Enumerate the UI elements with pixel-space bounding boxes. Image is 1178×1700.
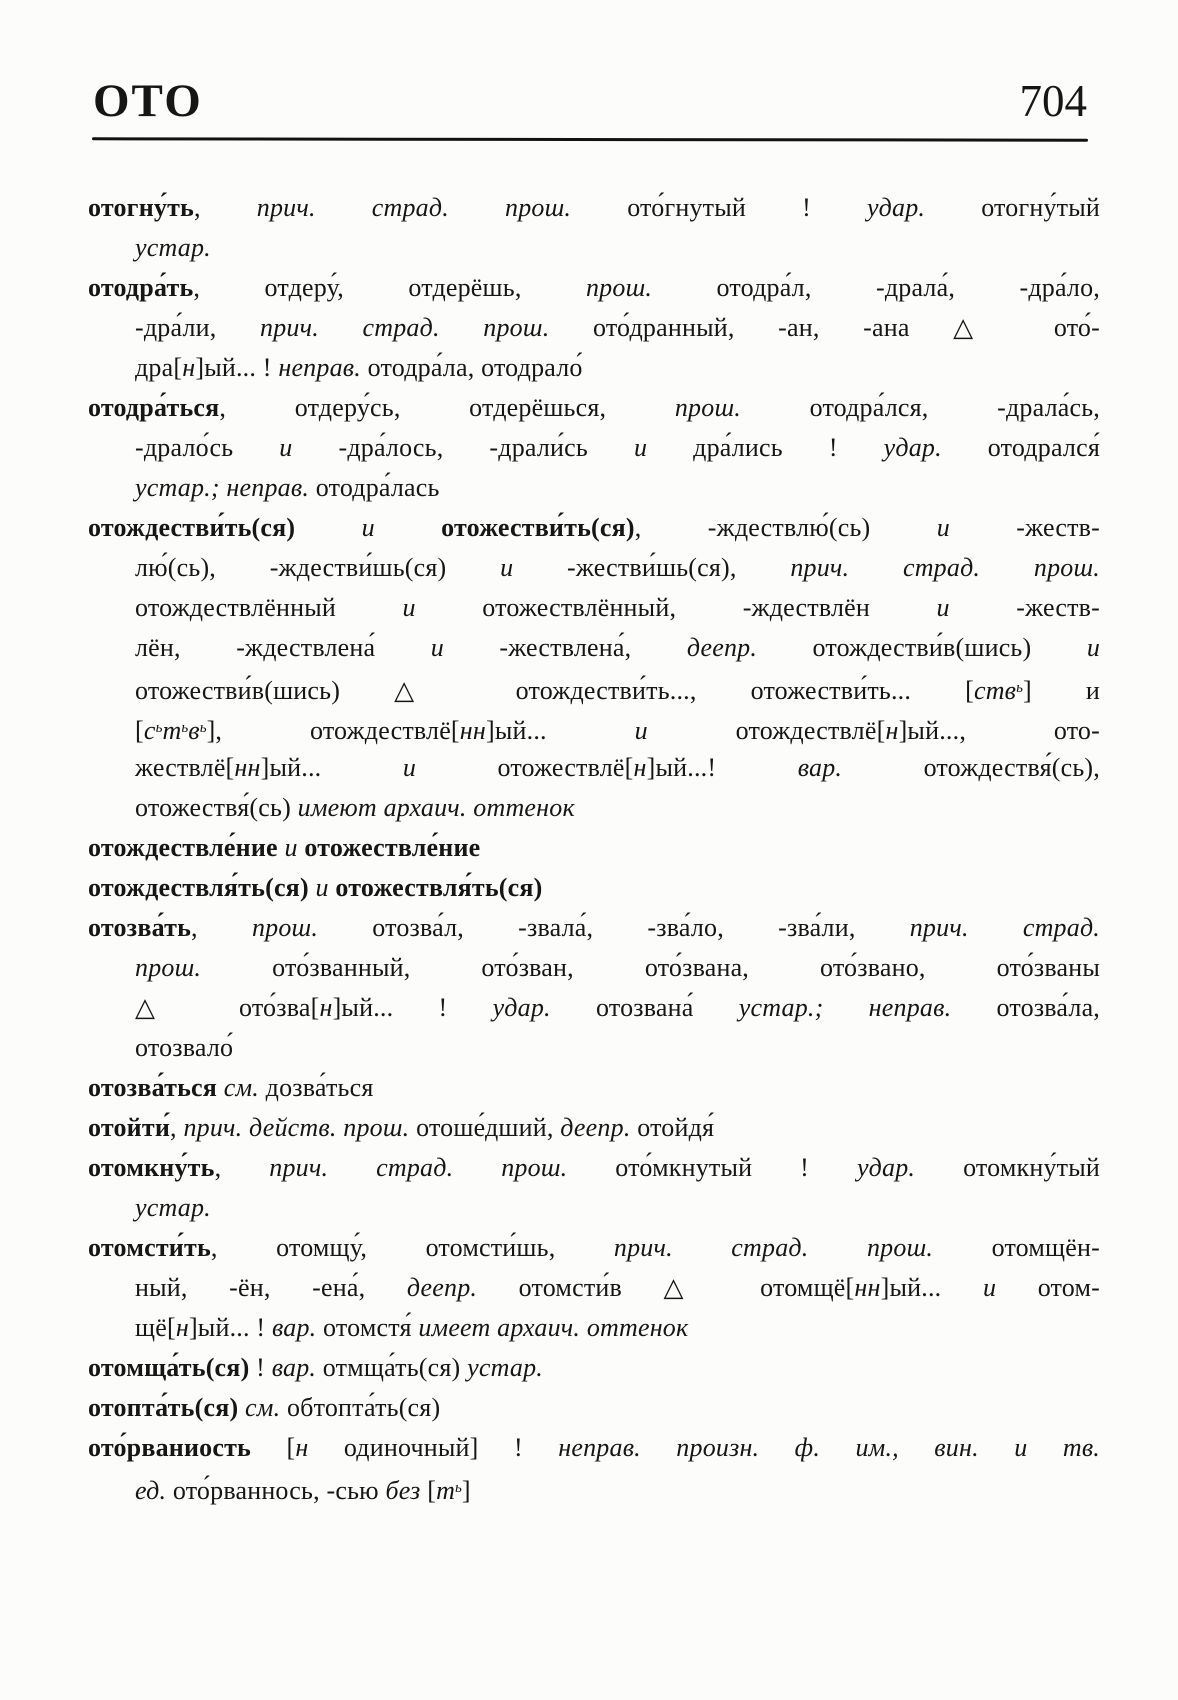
text-run: отождестви́ть(ся) (88, 513, 296, 542)
text-run: прич. страд. прош. (256, 193, 572, 222)
dictionary-line (88, 1068, 1100, 1108)
text-run: ото́дранный, -ан, -ана △ ото́- (549, 313, 1100, 342)
text-run: отожествлённый, -ждествлён (415, 593, 937, 622)
text-run: ед. (135, 1476, 167, 1505)
text-run: ]ый... ! (188, 1313, 272, 1342)
text-run: деепр. (406, 1273, 478, 1302)
text-run: деепр. (686, 633, 758, 662)
page-header (93, 74, 1087, 128)
text-run: ]ый...! (646, 753, 798, 782)
text-run: устар.; неправ. (738, 993, 952, 1022)
text-run: неправ. (278, 353, 361, 382)
text-run: ] и (1022, 676, 1100, 705)
text-run: и (308, 873, 336, 902)
text-run: отозва́л, -звала́, -зва́ло, -зва́ли, (318, 913, 910, 942)
text-run: вар. (271, 1313, 317, 1342)
text-run: дра́лись ! (647, 433, 884, 462)
dictionary-line (88, 1468, 1100, 1508)
text-run: удар. (492, 993, 551, 1022)
dictionary-line (88, 908, 1100, 948)
text-run: △ ото́зва[ (135, 993, 320, 1022)
text-run: отодра́ться (88, 393, 220, 422)
dictionary-line (88, 508, 1100, 548)
text-run: [ (135, 716, 144, 745)
text-run: -жеств- (949, 513, 1101, 542)
text-run: и (430, 633, 444, 662)
text-run: ]ый... (486, 716, 635, 745)
text-run: прош. (135, 953, 202, 982)
text-run: и (633, 433, 648, 462)
text-run: в (188, 716, 200, 745)
text-run: прич. действ. прош. (183, 1113, 410, 1142)
text-run: деепр. (560, 1113, 631, 1142)
text-run: н (175, 1313, 189, 1342)
text-run: ]ый... (880, 1273, 983, 1302)
text-run: прич. страд. прош. (269, 1153, 568, 1182)
text-run: отомщён- (933, 1233, 1100, 1262)
text-run: прич. страд. прош. (790, 553, 1100, 582)
text-run: ото́званный, ото́зван, ото́звана, ото́звано, ото́званы (201, 953, 1100, 982)
dictionary-line (88, 788, 1100, 828)
dictionary-line (88, 548, 1100, 588)
text-run: отождествлё[ (647, 716, 886, 745)
dictionary-line (88, 1308, 1100, 1348)
dictionary-line (88, 1388, 1100, 1428)
dictionary-line (88, 1188, 1100, 1228)
text-run: , (170, 1113, 184, 1142)
text-run: удар. (867, 193, 926, 222)
text-run: [ (420, 1476, 437, 1505)
text-run: отодра́л, -драла́, -дра́ло, (652, 273, 1100, 302)
text-run: ств (973, 676, 1017, 705)
text-run (217, 1073, 224, 1102)
text-run: вар. (271, 1353, 317, 1382)
text-run: ]ый... (260, 753, 403, 782)
text-run: дра[ (135, 353, 183, 382)
text-run: отожествлё[ (416, 753, 634, 782)
dictionary-line (88, 948, 1100, 988)
text-run: с (143, 716, 156, 745)
text-run: и (277, 833, 305, 862)
text-run: ото́рваниость (88, 1433, 252, 1462)
dictionary-line (88, 268, 1100, 308)
dictionary-line (88, 188, 1100, 228)
dictionary-line (88, 1108, 1100, 1148)
text-run: ]ый..., ото- (898, 716, 1100, 745)
text-run: отогну́ть (88, 193, 194, 222)
text-run: отожествле́ние (304, 833, 481, 862)
text-run: удар. (857, 1153, 916, 1182)
text-run: и (500, 553, 514, 582)
text-run: отожествя́(сь) (135, 793, 298, 822)
text-run: и (279, 433, 293, 462)
text-run: удар. (883, 433, 942, 462)
dictionary-line (88, 228, 1100, 268)
text-run: прош. (674, 393, 741, 422)
text-run: отозвало́ (135, 1033, 234, 1062)
text-run: отоше́дший, (409, 1113, 561, 1142)
text-run: -дра́лось, -драли́сь (292, 433, 634, 462)
text-run: устар. (467, 1353, 543, 1382)
text-run: отойдя́ (630, 1113, 715, 1142)
text-run: отождествя́(сь), (842, 753, 1100, 782)
dictionary-line (88, 588, 1100, 628)
header-rule (92, 137, 1088, 141)
text-run: , (191, 913, 252, 942)
text-run: н (885, 716, 899, 745)
text-run: отозвана́ (550, 993, 739, 1022)
dictionary-line (88, 468, 1100, 508)
text-run: ото́рваннось, -сью (166, 1476, 386, 1505)
text-run: , отдеру́сь, отдерёшься, (219, 393, 675, 422)
text-run: одиночный] ! (308, 1433, 559, 1462)
dictionary-line (88, 308, 1100, 348)
text-run: ], отождествлё[ (206, 716, 460, 745)
text-run: , отдеру́, отдерёшь, (193, 273, 586, 302)
text-run: , -ждествлю́(сь) (634, 513, 937, 542)
text-run: отозва́ть (88, 913, 192, 942)
text-run: обтопта́ть(ся) (280, 1393, 441, 1422)
text-run: -жестви́шь(ся), (513, 553, 791, 582)
dictionary-line (88, 1148, 1100, 1188)
text-run: и (936, 513, 950, 542)
text-run: дозва́ться (258, 1073, 374, 1102)
text-run: и (936, 593, 950, 622)
text-run: щё[ (135, 1313, 176, 1342)
text-run: отожествля́ть(ся) (335, 873, 543, 902)
text-run: отомсти́в △ отомщё[ (477, 1273, 855, 1302)
text-run: прич. страд. (909, 913, 1100, 942)
text-run: н (182, 353, 196, 382)
text-run: отомсти́ть (88, 1233, 211, 1262)
text-run: без (385, 1476, 421, 1505)
dictionary-line (88, 668, 1100, 708)
text-run: отождествлённый (135, 593, 403, 622)
text-run: отождестви́в(шись) (757, 633, 1087, 662)
text-run: отомкну́тый (915, 1153, 1100, 1182)
text-run: ]ый... ! (195, 353, 279, 382)
text-run: -жествлена́, (443, 633, 687, 662)
dictionary-line (88, 628, 1100, 668)
text-run: лён, -ждествлена́ (135, 633, 431, 662)
text-run: и (634, 716, 648, 745)
text-run: отмща́ть(ся) (316, 1353, 468, 1382)
text-run: отодра́ла, отодрало́ (360, 353, 583, 382)
text-run: , отомщу́, отомсти́шь, (210, 1233, 614, 1262)
text-run: ь (155, 720, 163, 736)
text-run: вар. (797, 753, 843, 782)
text-run: отожестви́в(шись) △ отождестви́ть..., отожестви́ть... [ (135, 676, 974, 705)
text-run: т (436, 1476, 456, 1505)
text-run: отождествле́ние (88, 833, 278, 862)
text-run: -драло́сь (135, 433, 280, 462)
text-run: лю́(сь), -ждестви́шь(ся) (135, 553, 501, 582)
text-run: отодра́лся, -драла́сь, (740, 393, 1100, 422)
text-run: отойти́ (88, 1113, 171, 1142)
text-run: отозва́ться (88, 1073, 218, 1102)
page-number: 704 (1019, 76, 1087, 126)
section-label: ОТО (93, 75, 203, 127)
text-run: отозва́ла, (951, 993, 1101, 1022)
dictionary-line (88, 428, 1100, 468)
dictionary-line (88, 1028, 1100, 1068)
text-run: ]ый... ! (332, 993, 493, 1022)
text-run: имеет архаич. оттенок (418, 1313, 689, 1342)
text-run: ь (181, 720, 189, 736)
text-run: отогну́тый (925, 193, 1100, 222)
dictionary-line (88, 1228, 1100, 1268)
dictionary-line (88, 828, 1100, 868)
text-run: отождествля́ть(ся) (88, 873, 309, 902)
text-run: отомстя́ (316, 1313, 419, 1342)
text-run: отодрался́ (941, 433, 1100, 462)
dictionary-content (88, 188, 1100, 1508)
text-run: устар.; неправ. (135, 473, 310, 502)
dictionary-line (88, 1268, 1100, 1308)
text-run: нн (234, 753, 261, 782)
text-run: отомща́ть(ся) (88, 1353, 250, 1382)
text-run: отом- (996, 1273, 1100, 1302)
text-run: ! (249, 1353, 272, 1382)
dictionary-line (88, 348, 1100, 388)
text-run: отомкну́ть (88, 1153, 215, 1182)
text-run: отожестви́ть(ся) (441, 513, 635, 542)
text-run: неправ. произн. ф. им., вин. и тв. (558, 1433, 1101, 1462)
dictionary-line (88, 988, 1100, 1028)
text-run: нн (854, 1273, 881, 1302)
text-run: нн (459, 716, 486, 745)
text-run: ото́мкнутый ! (567, 1153, 857, 1182)
text-run: ь (199, 720, 207, 736)
text-run: и (402, 753, 417, 782)
text-run: [ (251, 1433, 296, 1462)
text-run: см. (223, 1073, 259, 1102)
text-run: н (295, 1433, 309, 1462)
text-run: -дра́ли, (135, 313, 261, 342)
text-run: прош. (585, 273, 653, 302)
text-run: ь (455, 1480, 462, 1496)
dictionary-line (88, 868, 1100, 908)
text-run: и (1086, 633, 1101, 662)
text-run: имеют архаич. оттенок (297, 793, 575, 822)
text-run: устар. (135, 233, 211, 262)
text-run: -жеств- (949, 593, 1100, 622)
text-run: отодра́лась (309, 473, 440, 502)
text-run: и (295, 513, 442, 542)
dictionary-line (88, 388, 1100, 428)
text-run: ь (1016, 680, 1023, 696)
text-run: и (982, 1273, 997, 1302)
dictionary-line (88, 748, 1100, 788)
text-run: ] (461, 1476, 471, 1505)
text-run: жествлё[ (135, 753, 235, 782)
text-run: , (194, 193, 257, 222)
text-run: н (319, 993, 333, 1022)
dictionary-line (88, 708, 1100, 748)
text-run: н (633, 753, 647, 782)
text-run: устар. (135, 1193, 211, 1222)
text-run: прош. (251, 913, 319, 942)
dictionary-line (88, 1348, 1100, 1388)
text-run: прич. страд. прош. (613, 1233, 934, 1262)
text-run: отодра́ть (88, 273, 194, 302)
text-run: ный, -ён, -ена́, (135, 1273, 407, 1302)
text-run: , (214, 1153, 270, 1182)
text-run: прич. страд. прош. (260, 313, 550, 342)
dictionary-line (88, 1428, 1100, 1468)
text-run: см. (245, 1393, 281, 1422)
text-run: и (402, 593, 416, 622)
text-run: отопта́ть(ся) (88, 1393, 239, 1422)
text-run: ото́гнутый ! (571, 193, 867, 222)
text-run: т (162, 716, 182, 745)
